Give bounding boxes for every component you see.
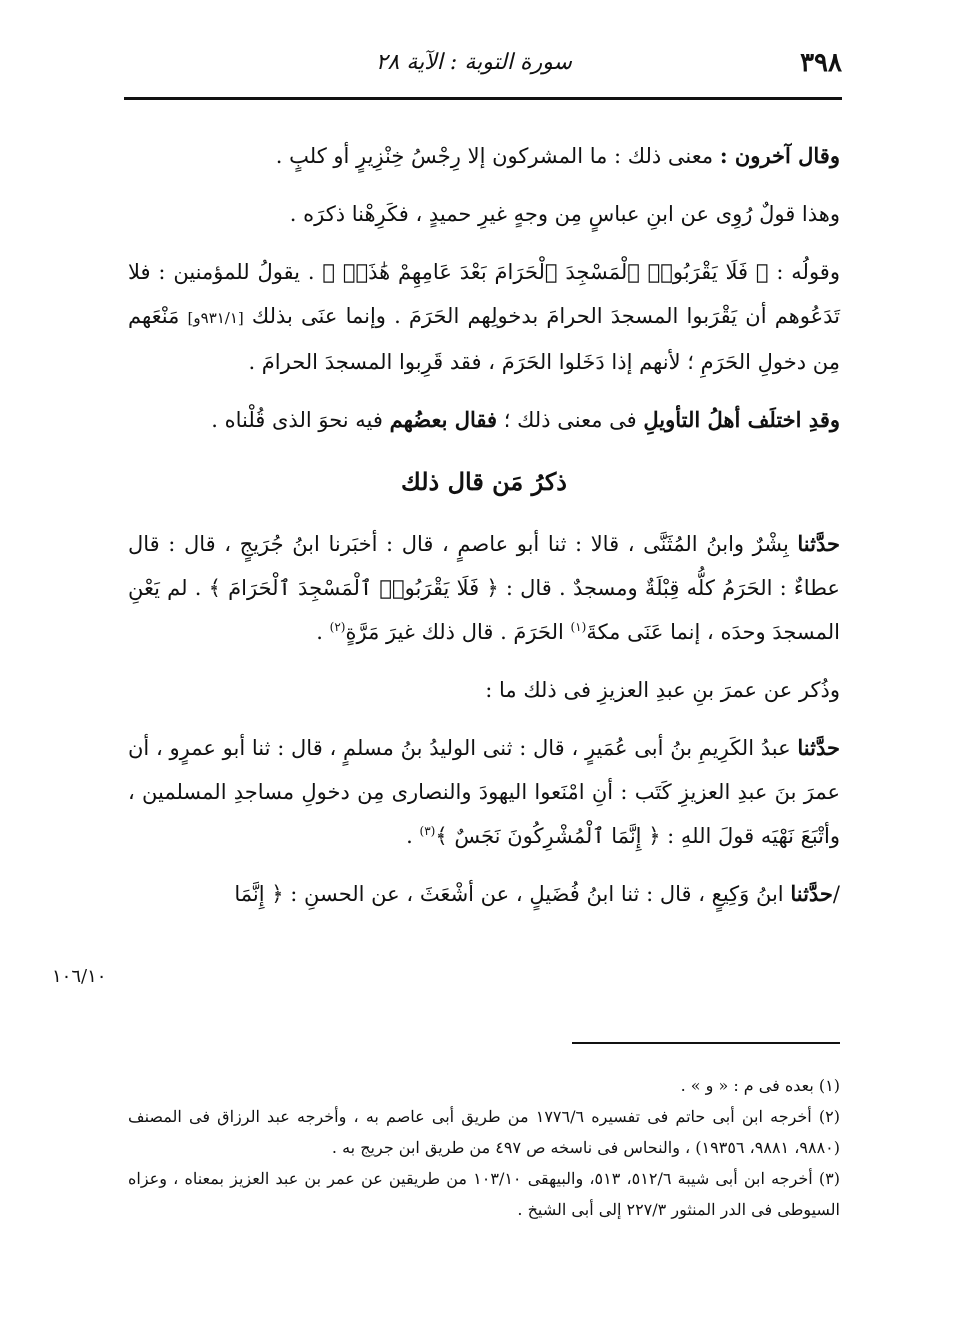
paragraph-text: فى معنى ذلك ؛ <box>497 408 644 432</box>
manuscript-reference: [٩٣١/١و] <box>187 309 244 327</box>
paragraph-4 <box>128 398 840 442</box>
narration-text: بِشْرٌ وابنُ المُثَنَّى ، قالا : ثنا أبو عاصمٍ ، قال : أخبَرنا ابنُ جُرَيجٍ ، قال : قال عطاءٌ : الحَرَمُ كلُّه قِبْلَةٌ ومسجدٌ . قال : <box>128 532 840 600</box>
footnote-2: (٢) أخرجه ابن أبى حاتم فى تفسيره ١٧٧٦/٦ من طريق أبى عاصم به ، وأخرجه عبد الرزاق فى المصنف (٩٨٨٠، ٩٨٨١، ١٩٣٥٦) ، والنحاس فى ناسخه ص ٤٩٧ من طريق ابن جريج به . <box>128 1107 841 1157</box>
paragraph-text: مَنْعَهم مِن دخولِ الحَرَمِ ؛ لأنهم إذا دَخَلوا الحَرَمَ ، فقد قَرِبوا المسجدَ الحرامَ . <box>128 304 840 374</box>
main-text <box>128 134 840 930</box>
narration-text: . <box>406 824 420 848</box>
page-break-slash: / <box>832 882 840 906</box>
paragraph-2 <box>128 192 840 236</box>
narration-4 <box>128 872 840 916</box>
narration-lead: حدَّثنا <box>797 531 840 556</box>
quran-verse: ﴿ إِنَّمَا ٱلْمُشْرِكُونَ نَجَسٌ ﴾ <box>435 824 661 848</box>
narration-text: عبدُ الكَرِيمِ بنُ أبى عُمَيرٍ ، قال : ثنى الوليدُ بنُ مسلمٍ ، قال : ثنا أبو عمرٍو ، أن عمرَ بنَ عبدِ العزيزِ كَتَب : أنِ امْنَعوا اليهودَ والنصارى مِن دخولِ مساجدِ المسلمين ، وأتْبَعَ نَهْيَه قولَ اللهِ : <box>128 736 840 848</box>
narration-2 <box>128 668 840 712</box>
paragraph-1 <box>128 134 840 178</box>
quran-verse: ﴿ فَلَا يَقْرَبُوا۟ ٱلْمَسْجِدَ ٱلْحَرَامَ ﴾ <box>208 576 499 600</box>
running-header <box>122 48 842 88</box>
footnotes <box>128 1070 840 1225</box>
paragraph-lead: وقال آخرون : <box>719 143 840 168</box>
footnote-1: (١) بعده فى م : « و » . <box>680 1076 840 1095</box>
narration-text: . <box>316 620 330 644</box>
narration-1 <box>128 522 840 654</box>
footnote-rule <box>572 1042 840 1044</box>
footnote-marker[interactable]: (٣) <box>419 824 436 838</box>
paragraph-text: فيه نحوَ الذى قُلْناه . <box>211 408 390 432</box>
narration-text: وذُكر عن عمرَ بنِ عبدِ العزيزِ فى ذلك ما : <box>485 678 840 702</box>
chapter-title: سورة التوبة : الآية ٢٨ <box>375 50 572 75</box>
narration-3 <box>128 726 840 858</box>
margin-page-reference: ١٠٦/١٠ <box>52 966 107 987</box>
page-number: ٣٩٨ <box>800 48 842 78</box>
paragraph-3 <box>128 250 840 384</box>
footnote-marker[interactable]: (١) <box>570 620 587 634</box>
narration-text: . لم يَعْنِ المسجدَ وحدَه ، إنما عَنَى مكةَ <box>128 576 840 644</box>
header-rule <box>124 97 842 100</box>
narration-lead: حدَّثنا <box>790 881 833 906</box>
section-heading: ذكرُ مَن قال ذلك <box>401 467 567 496</box>
narration-lead: حدَّثنا <box>797 735 840 760</box>
paragraph-text: . يقولُ للمؤمنين : فلا تَدَعُوهم أن يَقْرَبوا المسجدَ الحرامَ بدخولِهم الحَرَمَ . وإنما عنَى بذلك <box>128 260 840 328</box>
paragraph-text: معنى ذلك : ما المشركون إلا رِجْسُ خِنْزِيرٍ أو كلبٍ . <box>275 144 720 168</box>
footnote-3: (٣) أخرجه ابن أبى شيبة ٥١٢/٦، ٥١٣، والبيهقى ١٠٣/١٠ من طريقين عن عمر بن عبد العزيز بمعناه ، وعزاه السيوطى فى الدر المنثور ٢٢٧/٣ إلى أبى الشيخ . <box>128 1169 840 1219</box>
paragraph-text: وقولُه : <box>768 260 840 284</box>
footnote-marker[interactable]: (٢) <box>329 620 346 634</box>
quran-verse: ﴿ فَلَا يَقْرَبُوا۟ ٱلْمَسْجِدَ ٱلْحَرَامَ بَعْدَ عَامِهِمْ هَٰذَاۚ ﴾ <box>322 260 769 284</box>
narration-text: ابنُ وَكِيعٍ ، قال : ثنا ابنُ فُضَيلٍ ، عن أشْعَثَ ، عن الحسنِ : <box>283 882 791 906</box>
quran-verse: ﴿ إِنَّمَا <box>234 882 284 906</box>
paragraph-lead: فقال بعضُهم <box>389 407 498 432</box>
narration-text: الحَرَمَ . قال ذلك غيرَ مَرَّةٍ <box>345 620 571 644</box>
paragraph-text: وهذا قولٌ رُوِى عن ابنِ عباسٍ مِن وجهٍ غيرِ حميدٍ ، فكَرِهْنا ذكرَه . <box>289 202 840 226</box>
paragraph-lead: وقدِ اختلَف أهلُ التأويلِ <box>643 407 840 432</box>
